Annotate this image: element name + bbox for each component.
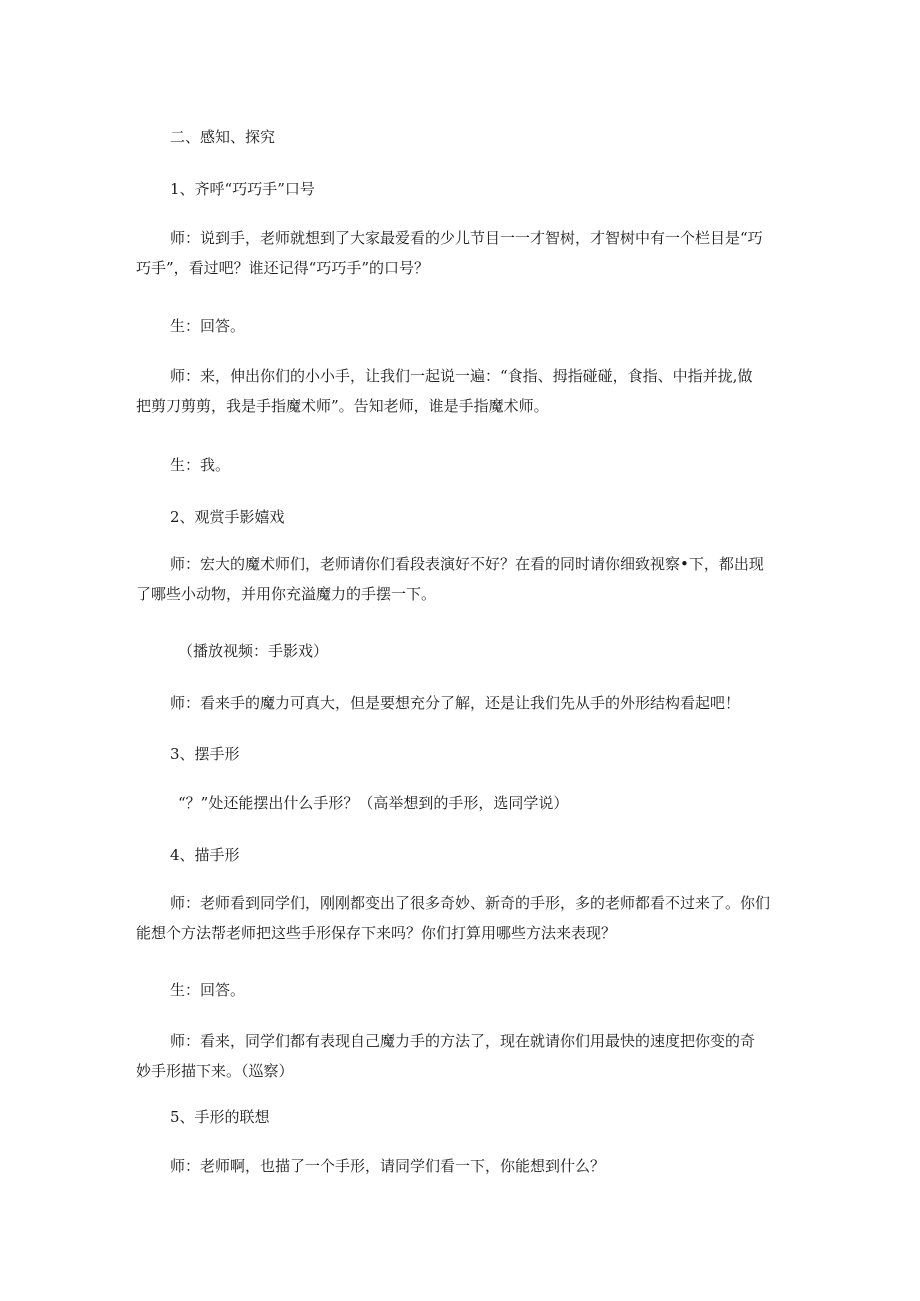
paragraph-teacher-4: 师：看来手的魔力可真大，但是要想充分了解，还是让我们先从手的外形结构看起吧！	[170, 694, 741, 712]
paragraph-line: 了哪些小动物，并用你充溢魔力的手摆一下。	[136, 585, 437, 603]
paragraph-line: 师：宏大的魔术师们，老师请你们看段表演好不好？在看的同时请你细致视察•下，都出现	[170, 555, 764, 573]
heading-4: 4、描手形	[170, 846, 240, 864]
paragraph-line: 师：说到手，老师就想到了大家最爱看的少儿节目一一才智树，才智树中有一个栏目是“巧	[170, 229, 763, 247]
paragraph-teacher-5	[136, 888, 780, 948]
heading-1: 1、齐呼“巧巧手”口号	[170, 180, 315, 198]
paragraph-line: 把剪刀剪剪，我是手指魔术师”。告知老师，谁是手指魔术师。	[136, 397, 549, 415]
paragraph-line: 能想个方法帮老师把这些手形保存下来吗？你们打算用哪些方法来表现？	[136, 924, 617, 942]
paragraph-line: 师：来，伸出你们的小小手，让我们一起说一遍：“食指、拇指碰碰，食指、中指并拢,做	[170, 367, 753, 385]
paragraph-teacher-3	[136, 549, 780, 609]
section-title: 二、感知、探究	[170, 128, 276, 146]
paragraph-teacher-1	[136, 223, 780, 283]
paragraph-line: 妙手形描下来。（巡察）	[136, 1062, 294, 1080]
paragraph-note: （播放视频：手影戏）	[178, 642, 329, 660]
paragraph-student-1: 生：回答。	[170, 317, 246, 335]
heading-2: 2、观赏手影嬉戏	[170, 508, 285, 526]
heading-5: 5、手形的联想	[170, 1108, 270, 1126]
paragraph-question: “？”处还能摆出什么手形？（高举想到的手形，选同学说）	[178, 794, 569, 812]
paragraph-student-2: 生：我。	[170, 456, 231, 474]
heading-3: 3、摆手形	[170, 745, 240, 763]
paragraph-teacher-7: 师：老师啊，也描了一个手形，请同学们看一下，你能想到什么？	[170, 1157, 606, 1175]
paragraph-teacher-6	[136, 1026, 780, 1086]
paragraph-line: 巧手”，看过吧？谁还记得“巧巧手”的口号？	[136, 259, 430, 277]
paragraph-student-3: 生：回答。	[170, 981, 246, 999]
paragraph-line: 师：看来，同学们都有表现自己魔力手的方法了，现在就请你们用最快的速度把你变的奇	[170, 1032, 756, 1050]
paragraph-line: 师：老师看到同学们，刚刚都变出了很多奇妙、新奇的手形，多的老师都看不过来了。你们	[170, 894, 771, 912]
paragraph-teacher-2	[136, 361, 780, 421]
